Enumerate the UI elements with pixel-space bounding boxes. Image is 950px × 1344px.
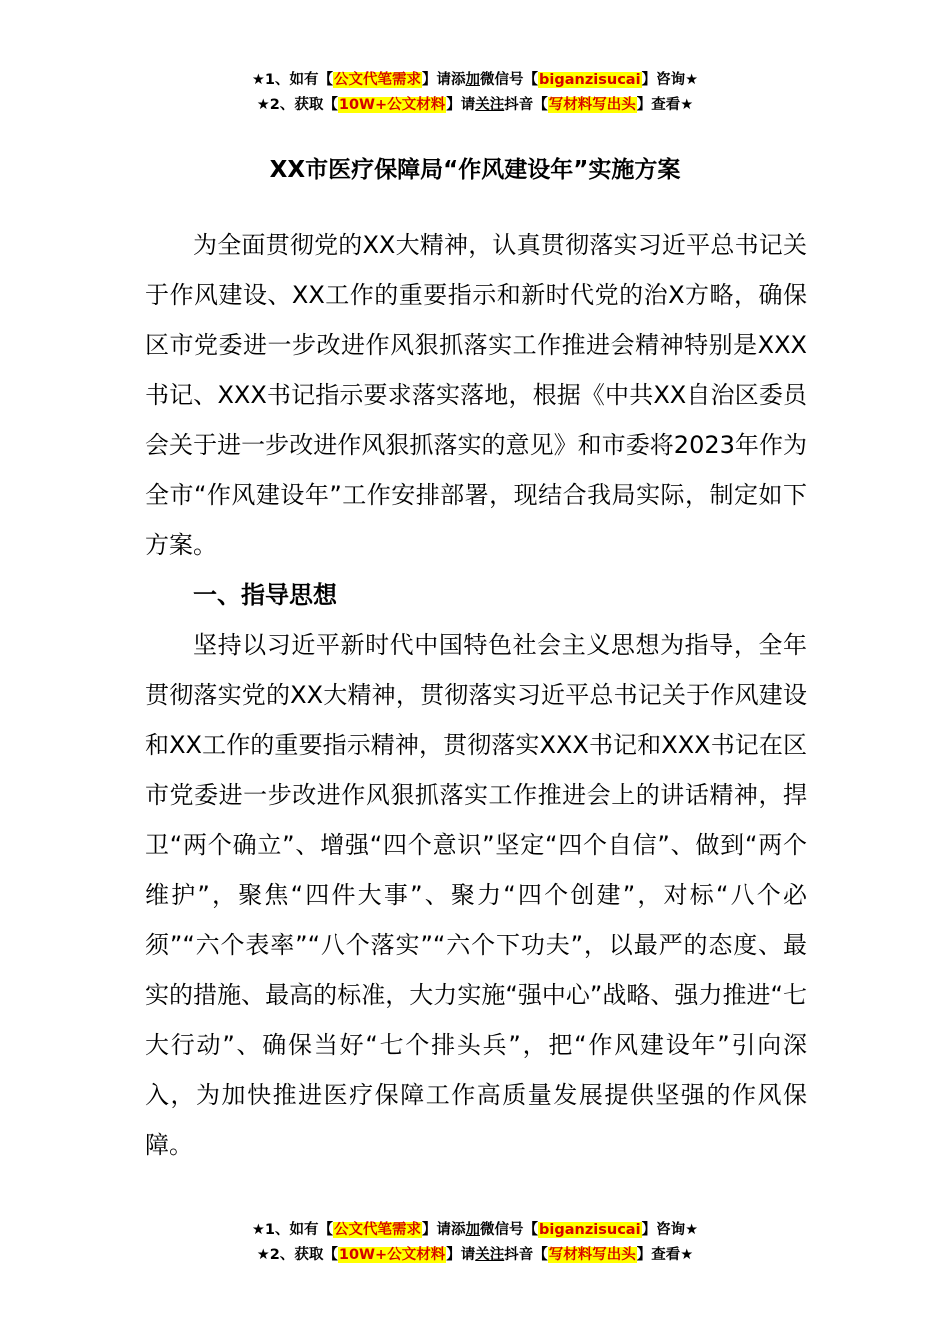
intro-paragraph: 为全面贯彻党的XX大精神，认真贯彻落实习近平总书记关于作风建设、XX工作的重要指示和新时代党的治X方略，确保区市党委进一步改进作风狠抓落实工作推进会精神特别是XXX书记、XXX书记指示要求落实落地，根据《中共XX自治区委员会关于进一步改进作风狠抓落实的意见》和市委将2023年作为全市“作风建设年”工作安排部署，现结合我局实际，制定如下方案。	[145, 231, 807, 559]
promo-underline: 加	[465, 1222, 481, 1238]
promo-line-1	[0, 68, 950, 93]
promo-highlight: biganzisucai	[539, 1222, 641, 1238]
promo-text: 】请	[446, 97, 476, 113]
promo-text: 抖音【	[504, 1247, 548, 1263]
section-heading: 一、指导思想	[193, 581, 337, 609]
promo-header	[0, 68, 950, 118]
promo-underline: 关注	[475, 1247, 505, 1263]
promo-underline: 关注	[475, 97, 505, 113]
promo-text: 】咨询★	[641, 1222, 699, 1238]
promo-highlight: 10W+公文材料	[338, 97, 446, 113]
promo-text: ★2、获取【	[256, 97, 338, 113]
promo-text: ★1、如有【	[251, 72, 334, 88]
promo-line-1	[0, 1218, 950, 1243]
promo-highlight: 公文代笔需求	[334, 1222, 422, 1238]
promo-text: 】请添	[422, 1222, 466, 1238]
promo-footer	[0, 1218, 950, 1268]
section-paragraph: 坚持以习近平新时代中国特色社会主义思想为指导，全年贯彻落实党的XX大精神，贯彻落实习近平总书记关于作风建设和XX工作的重要指示精神，贯彻落实XXX书记和XXX书记在区市党委进一步改进作风狠抓落实工作推进会上的讲话精神，捍卫“两个确立”、增强“四个意识”坚定“四个自信”、做到“两个维护”，聚焦“四件大事”、聚力“四个创建”，对标“八个必须”“六个表率”“八个落实”“六个下功夫”，以最严的态度、最实的措施、最高的标准，大力实施“强中心”战略、强力推进“七大行动”、确保当好“七个排头兵”，把“作风建设年”引向深入，为加快推进医疗保障工作高质量发展提供坚强的作风保障。	[145, 631, 807, 1159]
promo-line-2	[0, 1243, 950, 1268]
document-title: XX市医疗保障局“作风建设年”实施方案	[269, 157, 681, 183]
promo-text: 】查看★	[636, 97, 694, 113]
promo-highlight: 公文代笔需求	[334, 72, 422, 88]
promo-highlight: 写材料写出头	[548, 1247, 636, 1263]
promo-text: 】请添	[422, 72, 466, 88]
promo-underline: 加	[465, 72, 481, 88]
promo-highlight: 10W+公文材料	[338, 1247, 446, 1263]
promo-line-2	[0, 93, 950, 118]
promo-text: 微信号【	[480, 1222, 539, 1238]
promo-highlight: 写材料写出头	[548, 97, 636, 113]
promo-text: 】请	[446, 1247, 476, 1263]
promo-text: 微信号【	[480, 72, 539, 88]
promo-text: ★1、如有【	[251, 1222, 334, 1238]
promo-text: 】咨询★	[641, 72, 699, 88]
promo-highlight: biganzisucai	[539, 72, 641, 88]
promo-text: 抖音【	[504, 97, 548, 113]
document-body	[145, 220, 807, 1170]
promo-text: 】查看★	[636, 1247, 694, 1263]
promo-text: ★2、获取【	[256, 1247, 338, 1263]
